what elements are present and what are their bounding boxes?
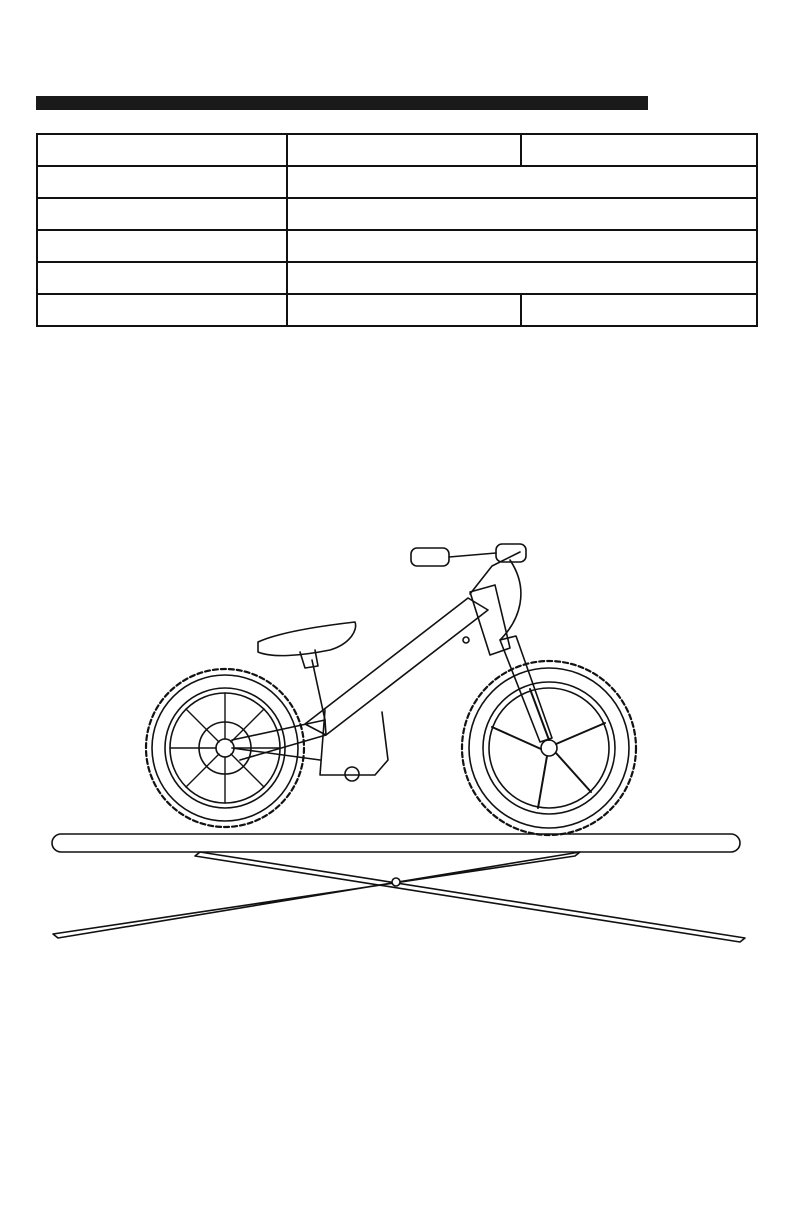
spec-value: [521, 134, 757, 166]
front-wheel: [462, 661, 636, 835]
spec-table: [36, 133, 758, 327]
right-grip: [496, 544, 526, 562]
spec-row: [37, 294, 757, 326]
spec-label: [37, 262, 287, 294]
spec-label: [37, 294, 287, 326]
spec-value: [287, 198, 757, 230]
stand-pivot: [392, 878, 400, 886]
spec-value: [287, 294, 521, 326]
spec-value: [287, 230, 757, 262]
spec-label: [37, 166, 287, 198]
spec-label: [37, 134, 287, 166]
stand-leg-left: [195, 852, 745, 942]
spec-row: [37, 166, 757, 198]
stand-leg-right: [53, 852, 580, 938]
spec-value: [521, 294, 757, 326]
spec-row: [37, 134, 757, 166]
footpeg: [345, 767, 359, 781]
spec-row: [37, 198, 757, 230]
stand-top-bar: [52, 834, 740, 852]
spec-value: [287, 166, 757, 198]
seat: [258, 622, 356, 668]
spec-value: [287, 134, 521, 166]
spec-value: [287, 262, 757, 294]
spec-row: [37, 230, 757, 262]
section-title-bar: [36, 96, 648, 110]
balance-bike-illustration: [0, 520, 793, 960]
bike-stand: [52, 834, 745, 942]
spec-label: [37, 230, 287, 262]
left-grip: [411, 548, 449, 566]
spec-row: [37, 262, 757, 294]
spec-label: [37, 198, 287, 230]
